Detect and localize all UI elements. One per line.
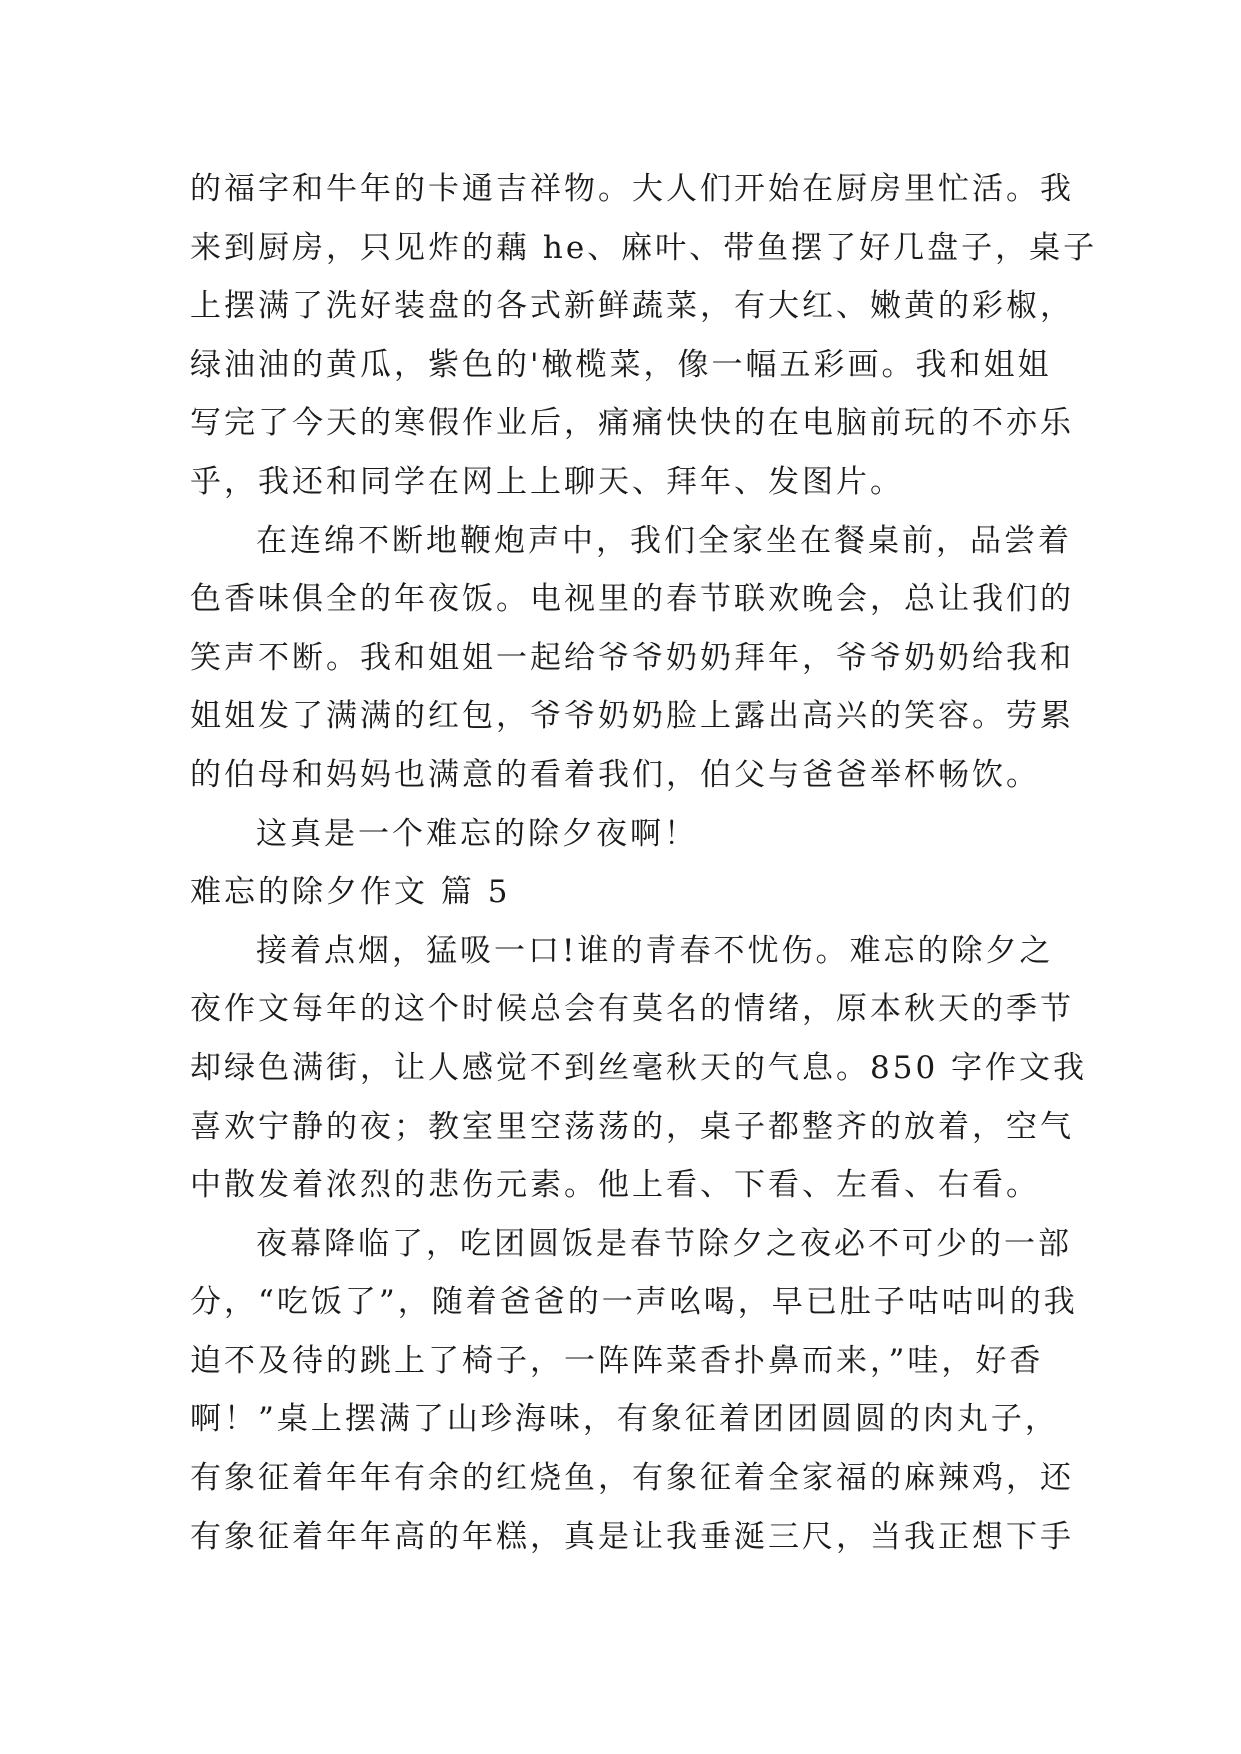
text-line: 有象征着年年高的年糕，真是让我垂涎三尺，当我正想下手 xyxy=(190,1518,1074,1555)
text-line: 的福字和牛年的卡通吉祥物。大人们开始在厨房里忙活。我 xyxy=(190,171,1074,207)
text-line: 绿油油的黄瓜，紫色的'橄榄菜，像一幅五彩画。我和姐姐 xyxy=(190,346,1052,383)
document-body xyxy=(190,160,1098,1566)
text-line: 姐姐发了满满的红包，爷爷奶奶脸上露出高兴的笑容。劳累 xyxy=(190,698,1074,735)
section-heading: 难忘的除夕作文 篇 5 xyxy=(190,874,511,911)
text-line: 上摆满了洗好装盘的各式新鲜蔬菜，有大红、嫩黄的彩椒， xyxy=(190,288,1074,325)
text-line: 这真是一个难忘的除夕夜啊！ xyxy=(256,815,698,852)
text-line: 接着点烟，猛吸一口!谁的青春不忧伤。难忘的除夕之 xyxy=(256,932,1054,969)
text-line: 中散发着浓烈的悲伤元素。他上看、下看、左看、右看。 xyxy=(190,1167,1040,1204)
text-line: 写完了今天的寒假作业后，痛痛快快的在电脑前玩的不亦乐 xyxy=(190,405,1074,442)
text-line: 的伯母和妈妈也满意的看着我们，伯父与爸爸举杯畅饮。 xyxy=(190,756,1040,793)
text-line: 在连绵不断地鞭炮声中，我们全家坐在餐桌前，品尝着 xyxy=(256,522,1072,559)
text-line: 色香味俱全的年夜饭。电视里的春节联欢晚会，总让我们的 xyxy=(190,581,1074,618)
text-line: 夜作文每年的这个时候总会有莫名的情绪，原本秋天的季节 xyxy=(190,991,1074,1028)
text-line: 却绿色满街，让人感觉不到丝毫秋天的气息。850 字作文我 xyxy=(190,1049,1088,1086)
text-line: 分，“吃饭了”，随着爸爸的一声吆喝，早已肚子咕咕叫的我 xyxy=(190,1284,1078,1321)
text-line: 笑声不断。我和姐姐一起给爷爷奶奶拜年，爷爷奶奶给我和 xyxy=(190,639,1074,676)
text-line: 啊！”桌上摆满了山珍海味，有象征着团团圆圆的肉丸子， xyxy=(190,1401,1059,1438)
text-line: 有象征着年年有余的红烧鱼，有象征着全家福的麻辣鸡，还 xyxy=(190,1460,1074,1497)
text-line: 夜幕降临了，吃团圆饭是春节除夕之夜必不可少的一部 xyxy=(256,1225,1072,1262)
text-line: 来到厨房，只见炸的藕 he、麻叶、带鱼摆了好几盘子，桌子 xyxy=(190,229,1098,266)
text-line: 乎，我还和同学在网上上聊天、拜年、发图片。 xyxy=(190,463,904,500)
text-line: 迫不及待的跳上了椅子，一阵阵菜香扑鼻而来，”哇，好香 xyxy=(190,1342,1044,1379)
text-line: 喜欢宁静的夜；教室里空荡荡的，桌子都整齐的放着，空气 xyxy=(190,1108,1074,1145)
